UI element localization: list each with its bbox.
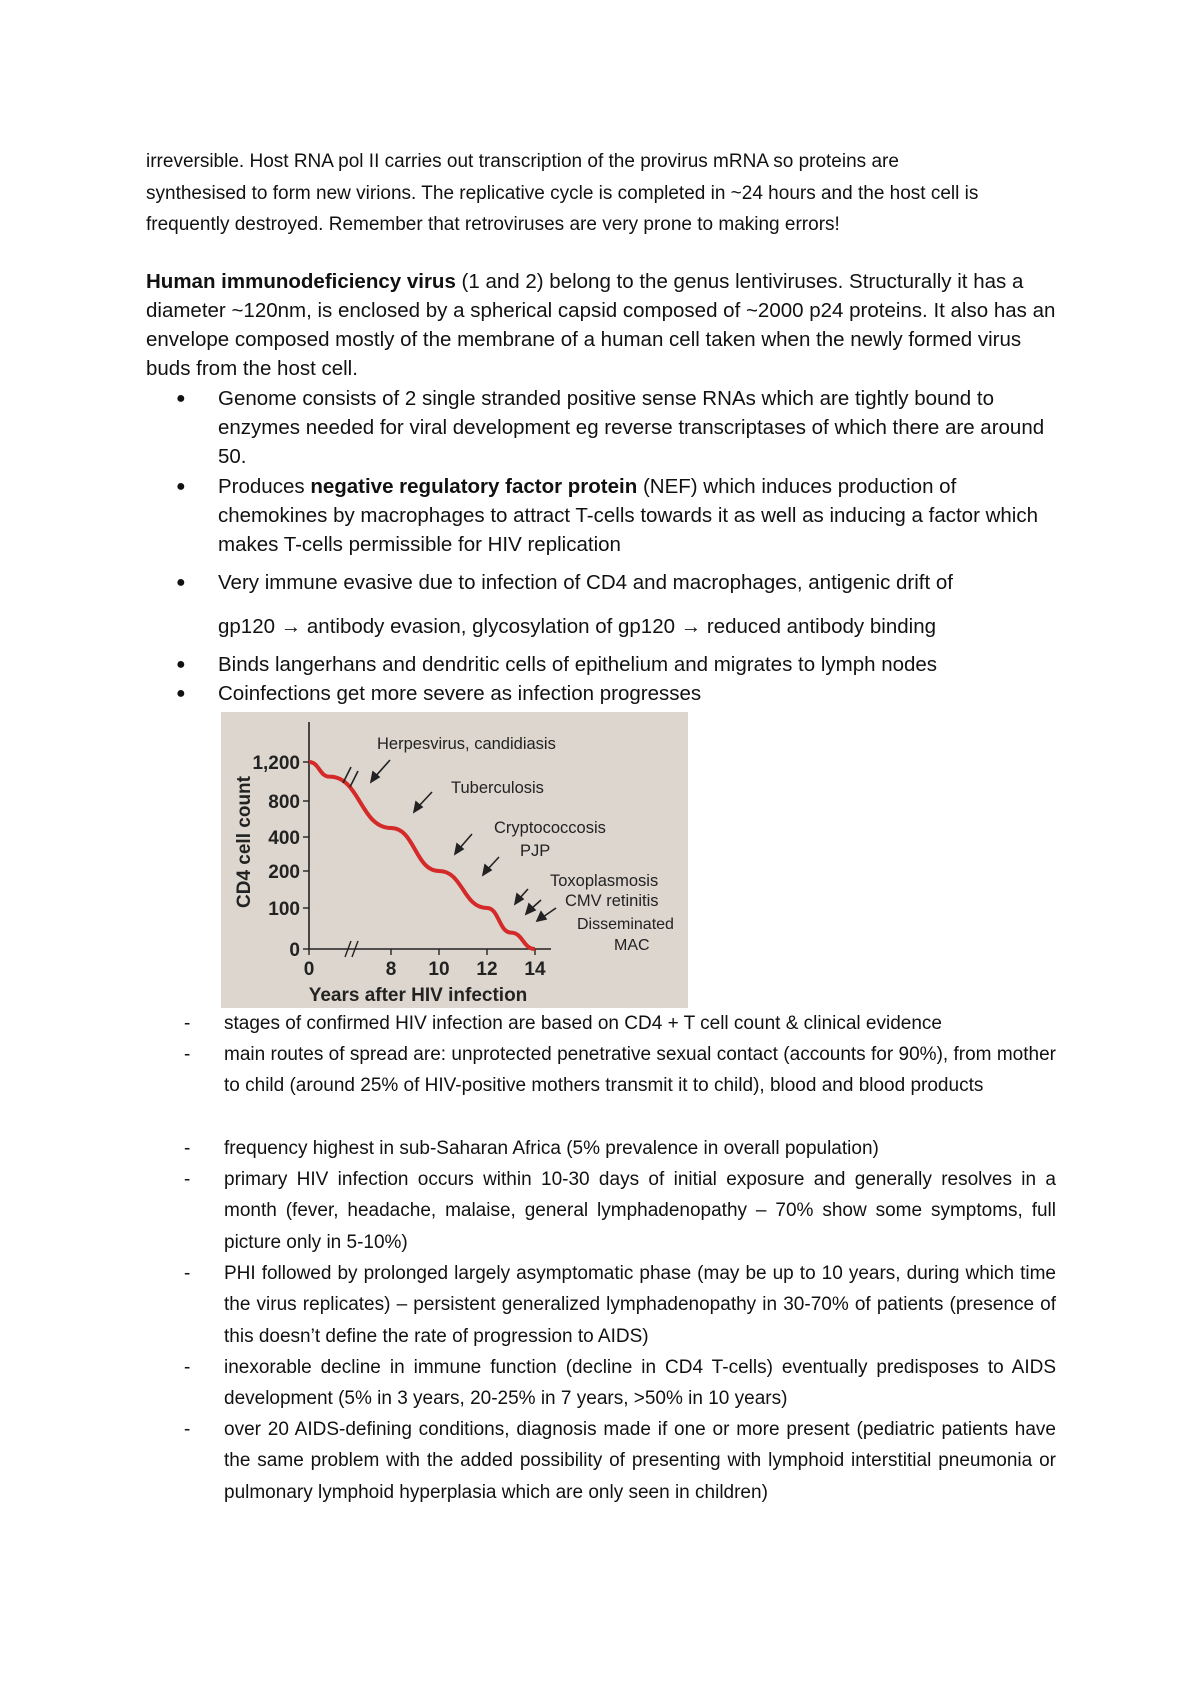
nef-term: negative regulatory factor protein bbox=[310, 475, 638, 498]
dash-marker: - bbox=[184, 1169, 191, 1190]
annotation-pjp: PJP bbox=[520, 842, 551, 860]
dash-marker: - bbox=[184, 1263, 191, 1284]
bullet-text-part: (NEF) which induces production of chemokines by macrophages to attract T-cells towards it as well as inducing a factor which makes T-cells permissible for HIV replication bbox=[218, 475, 1038, 556]
dash-marker: - bbox=[184, 1044, 191, 1065]
annotation-toxoplasmosis: Toxoplasmosis bbox=[550, 872, 659, 890]
x-tick-label: 8 bbox=[385, 959, 397, 980]
bullet-text: Coinfections get more severe as infection progresses bbox=[218, 682, 702, 705]
bullet-text: Very immune evasive due to infection of CD4 and macrophages, antigenic drift of bbox=[218, 571, 953, 594]
y-tick-label: 800 bbox=[268, 792, 300, 813]
intro-line: frequently destroyed. Remember that retroviruses are very prone to making errors! bbox=[146, 214, 840, 235]
y-tick-label: 1,200 bbox=[252, 753, 300, 774]
list-item-text: over 20 AIDS-defining conditions, diagnosis made if one or more present (pediatric patients have the same problem with the added possibility of presenting with lymphoid interstitial pneumonia or pulmonary lymphoid hyperplasia which are only seen in children) bbox=[224, 1419, 1056, 1503]
bullet-text-part: Produces bbox=[218, 475, 311, 498]
hiv-term: Human immunodeficiency virus bbox=[146, 270, 456, 293]
list-item-text: inexorable decline in immune function (decline in CD4 T-cells) eventually predisposes to AIDS development (5% in 3 years, 20-25% in 7 years, >50% in 10 years) bbox=[224, 1357, 1056, 1410]
y-axis-label: CD4 cell count bbox=[234, 776, 255, 908]
hiv-paragraph bbox=[146, 267, 1066, 383]
list-item-text: stages of confirmed HIV infection are based on CD4 + T cell count & clinical evidence bbox=[224, 1013, 942, 1034]
intro-paragraph bbox=[146, 146, 1066, 241]
bullet-text bbox=[218, 472, 1068, 559]
bullet-marker: ● bbox=[176, 656, 186, 673]
cd4-chart bbox=[221, 712, 688, 1008]
dash-marker: - bbox=[184, 1357, 191, 1378]
hiv-description: (1 and 2) belong to the genus lentiviruses. Structurally it has a diameter ~120nm, is enclosed by a spherical capsid composed of ~2000 p24 proteins. It also has an envelope composed mostly of the membrane of a human cell taken when the newly formed virus buds from the host cell. bbox=[146, 270, 1056, 380]
list-item-text: PHI followed by prolonged largely asymptomatic phase (may be up to 10 years, during which time the virus replicates) – persistent generalized lymphadenopathy in 30-70% of patients (presence of this doesn’t define the rate of progression to AIDS) bbox=[224, 1263, 1056, 1347]
annotation-tuberculosis: Tuberculosis bbox=[451, 779, 544, 797]
dash-marker: - bbox=[184, 1138, 191, 1159]
intro-line: irreversible. Host RNA pol II carries out transcription of the provirus mRNA so proteins are bbox=[146, 151, 899, 172]
bullet-text: Genome consists of 2 single stranded positive sense RNAs which are tightly bound to enzymes needed for viral development eg reverse transcriptases of which there are around 50. bbox=[218, 387, 1045, 468]
intro-line: synthesised to form new virions. The replicative cycle is completed in ~24 hours and the host cell is bbox=[146, 182, 979, 204]
x-tick-label: 10 bbox=[428, 959, 450, 980]
y-tick-label: 200 bbox=[268, 862, 300, 883]
y-tick-label: 100 bbox=[268, 899, 300, 920]
bullet-marker: ● bbox=[176, 685, 186, 702]
annotation-cmv-retinitis: CMV retinitis bbox=[565, 892, 659, 910]
y-tick-label: 0 bbox=[289, 940, 300, 961]
x-tick-label: 12 bbox=[476, 959, 498, 980]
list-item-text: main routes of spread are: unprotected penetrative sexual contact (accounts for 90%), from mother to child (around 25% of HIV-positive mothers transmit it to child), blood and blood products bbox=[224, 1044, 1056, 1097]
annotation-disseminated: Disseminated bbox=[577, 916, 674, 933]
list-item-text: frequency highest in sub-Saharan Africa (5% prevalence in overall population) bbox=[224, 1138, 879, 1159]
list-item-text: primary HIV infection occurs within 10-30 days of initial exposure and generally resolves in a month (fever, headache, malaise, general lymphadenopathy – 70% show some symptoms, full picture only in 5-10%) bbox=[224, 1169, 1056, 1253]
annotation-cryptococcosis: Cryptococcosis bbox=[494, 819, 606, 837]
annotation-mac: MAC bbox=[614, 937, 650, 954]
bullet-marker: ● bbox=[176, 478, 186, 495]
y-tick-label: 400 bbox=[268, 828, 300, 849]
cd4-chart-figure bbox=[221, 712, 688, 1008]
bullet-marker: ● bbox=[176, 390, 186, 407]
bullet-marker: ● bbox=[176, 574, 186, 591]
dash-marker: - bbox=[184, 1419, 191, 1440]
x-axis-label: Years after HIV infection bbox=[308, 985, 528, 1006]
bullet-text: gp120 → antibody evasion, glycosylation of gp120 → reduced antibody binding bbox=[218, 615, 936, 638]
x-tick-label: 14 bbox=[524, 959, 546, 980]
dash-marker: - bbox=[184, 1013, 191, 1034]
bullet-text: Binds langerhans and dendritic cells of epithelium and migrates to lymph nodes bbox=[218, 653, 938, 676]
x-tick-label: 0 bbox=[303, 959, 315, 980]
annotation-herpesvirus: Herpesvirus, candidiasis bbox=[377, 735, 556, 753]
